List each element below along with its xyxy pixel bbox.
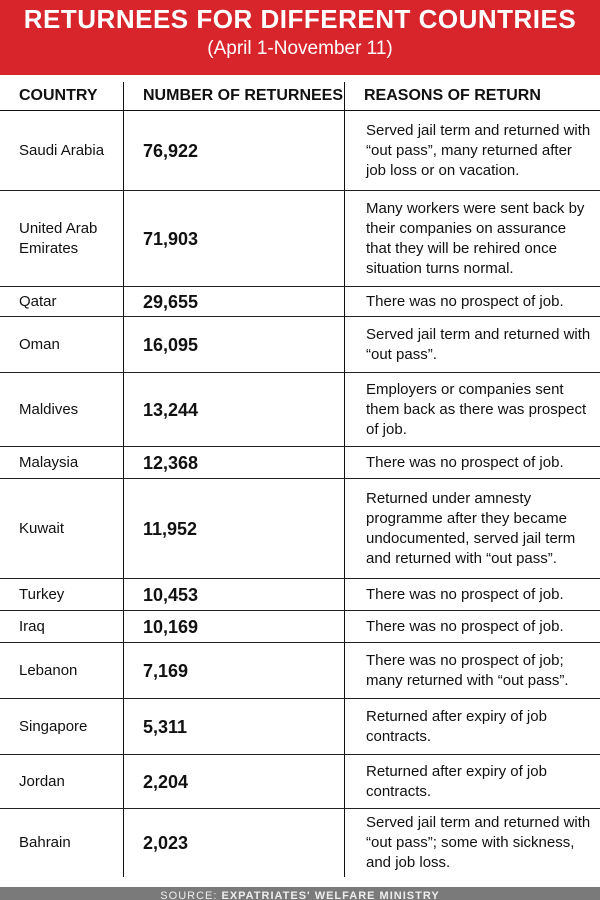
- table-header-row: [0, 82, 600, 111]
- country-cell: Iraq: [0, 611, 124, 643]
- source-name: EXPATRIATES' WELFARE MINISTRY: [221, 890, 440, 900]
- country-cell: Kuwait: [0, 479, 124, 579]
- returnees-count-cell: 29,655: [124, 287, 345, 317]
- column-header-number: NUMBER OF RETURNEES: [124, 82, 345, 111]
- reason-cell: There was no prospect of job.: [345, 611, 600, 643]
- table-row: [0, 611, 600, 643]
- returnees-count-cell: 7,169: [124, 643, 345, 699]
- reason-cell: There was no prospect of job.: [345, 579, 600, 611]
- returnees-count-cell: 71,903: [124, 191, 345, 287]
- country-cell: Lebanon: [0, 643, 124, 699]
- page-subtitle: (April 1-November 11): [207, 38, 393, 59]
- table-row: [0, 111, 600, 191]
- table-row: [0, 373, 600, 447]
- reason-cell: Employers or companies sent them back as there was prospect of job.: [345, 373, 600, 447]
- source-footer: [0, 887, 600, 900]
- reason-cell: Returned after expiry of job contracts.: [345, 755, 600, 809]
- returnees-count-cell: 11,952: [124, 479, 345, 579]
- header-banner: [0, 0, 600, 75]
- table-row: [0, 643, 600, 699]
- reason-cell: Returned under amnesty programme after they became undocumented, served jail term and returned with “out pass”.: [345, 479, 600, 579]
- reason-cell: Many workers were sent back by their companies on assurance that they will be rehired once situation turns normal.: [345, 191, 600, 287]
- returnees-count-cell: 2,204: [124, 755, 345, 809]
- reason-cell: Served jail term and returned with “out pass”, many returned after job loss or on vacation.: [345, 111, 600, 191]
- table-row: [0, 447, 600, 479]
- returnees-count-cell: 2,023: [124, 809, 345, 877]
- column-header-reason: REASONS OF RETURN: [345, 82, 600, 111]
- country-cell: Qatar: [0, 287, 124, 317]
- country-cell: Saudi Arabia: [0, 111, 124, 191]
- country-cell: Oman: [0, 317, 124, 373]
- table-row: [0, 317, 600, 373]
- table-row: [0, 755, 600, 809]
- reason-cell: Returned after expiry of job contracts.: [345, 699, 600, 755]
- reason-cell: There was no prospect of job.: [345, 287, 600, 317]
- country-cell: Bahrain: [19, 833, 71, 851]
- returnees-count-cell: 10,453: [124, 579, 345, 611]
- reason-cell: There was no prospect of job.: [345, 447, 600, 479]
- country-cell: United Arab Emirates: [0, 191, 124, 287]
- reason-cell: Served jail term and returned with “out pass”; some with sickness, and job loss.: [345, 809, 600, 877]
- table-row: [0, 699, 600, 755]
- reason-cell: There was no prospect of job; many returned with “out pass”.: [345, 643, 600, 699]
- page-title: RETURNEES FOR DIFFERENT COUNTRIES: [23, 4, 577, 34]
- country-cell: Singapore: [0, 699, 124, 755]
- table-row: [0, 479, 600, 579]
- returnees-count-cell: 76,922: [124, 111, 345, 191]
- country-cell: Maldives: [0, 373, 124, 447]
- country-cell: Malaysia: [0, 447, 124, 479]
- table-row: [0, 287, 600, 317]
- returnees-count-cell: 13,244: [124, 373, 345, 447]
- country-cell: Jordan: [0, 755, 124, 809]
- returnees-count-cell: 12,368: [124, 447, 345, 479]
- returnees-count-cell: 5,311: [124, 699, 345, 755]
- table-row: [0, 809, 600, 877]
- reason-cell: Served jail term and returned with “out pass”.: [345, 317, 600, 373]
- returnees-count-cell: 16,095: [124, 317, 345, 373]
- country-cell: Turkey: [0, 579, 124, 611]
- column-header-country: COUNTRY: [0, 82, 124, 111]
- table-row: [0, 579, 600, 611]
- source-label: SOURCE:: [160, 890, 218, 900]
- returnees-table: [0, 82, 600, 877]
- table-row: [0, 191, 600, 287]
- returnees-count-cell: 10,169: [124, 611, 345, 643]
